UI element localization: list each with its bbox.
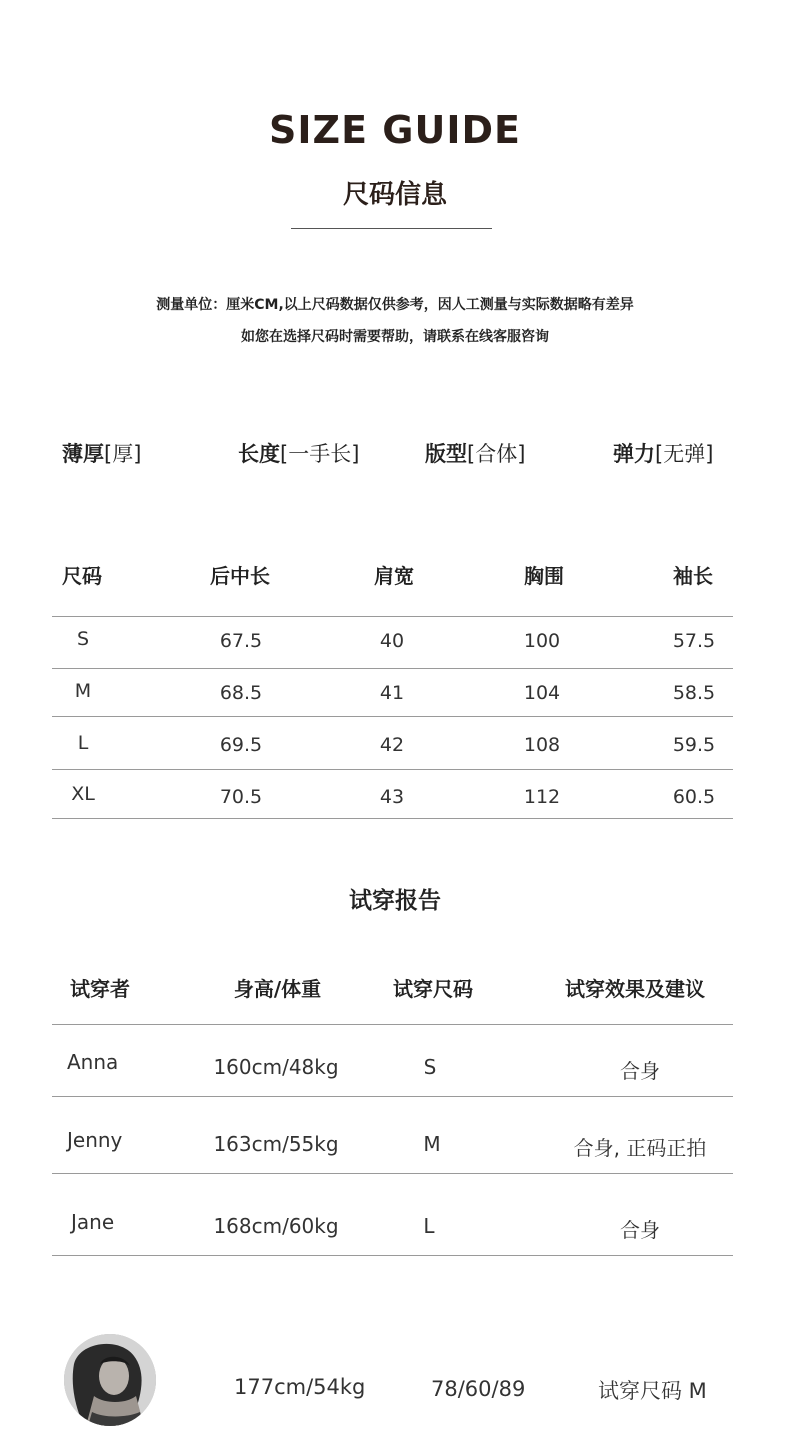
size-cell: 104 bbox=[523, 682, 561, 704]
attribute-label: 长度 bbox=[238, 442, 280, 466]
report-cell: 合身, 正码正拍 bbox=[573, 1136, 707, 1160]
table-divider bbox=[52, 668, 733, 669]
size-cell: 40 bbox=[379, 630, 405, 652]
report-header-size: 试穿尺码 bbox=[393, 977, 473, 1001]
size-cell: 43 bbox=[379, 786, 405, 808]
model-height-weight: 177cm/54kg bbox=[234, 1375, 366, 1399]
model-measurements: 78/60/89 bbox=[431, 1377, 526, 1401]
size-cell: 108 bbox=[523, 734, 561, 756]
attribute-value: [无弹] bbox=[655, 442, 714, 466]
table-divider bbox=[52, 1173, 733, 1174]
size-cell: 67.5 bbox=[219, 630, 263, 652]
page-subtitle: 尺码信息 bbox=[342, 180, 447, 210]
report-title: 试穿报告 bbox=[349, 888, 441, 914]
size-cell: 100 bbox=[523, 630, 561, 652]
attribute-label: 版型 bbox=[425, 442, 467, 466]
attribute-value: [一手长] bbox=[280, 442, 360, 466]
report-cell: 合身 bbox=[620, 1218, 660, 1242]
size-cell: 112 bbox=[523, 786, 561, 808]
report-cell: 合身 bbox=[620, 1059, 660, 1083]
attribute-elasticity bbox=[613, 438, 713, 468]
table-divider bbox=[52, 1255, 733, 1256]
table-divider bbox=[52, 818, 733, 819]
attribute-value: [厚] bbox=[104, 442, 142, 466]
measurement-note: 测量单位：厘米CM,以上尺码数据仅供参考，因人工测量与实际数据略有差异 bbox=[156, 297, 634, 313]
attribute-thickness bbox=[62, 438, 141, 468]
size-header-sleeve: 袖长 bbox=[673, 564, 713, 588]
attribute-length bbox=[238, 438, 359, 468]
size-header-chest: 胸围 bbox=[524, 564, 564, 588]
report-cell-name: Jenny bbox=[67, 1128, 123, 1152]
size-cell: M bbox=[74, 680, 92, 702]
help-note: 如您在选择尺码时需要帮助，请联系在线客服咨询 bbox=[241, 329, 549, 345]
size-cell: L bbox=[77, 732, 89, 754]
size-cell: 70.5 bbox=[219, 786, 263, 808]
report-cell: 160cm/48kg bbox=[213, 1055, 339, 1079]
report-cell: 163cm/55kg bbox=[213, 1132, 339, 1156]
report-cell: L bbox=[423, 1214, 435, 1238]
report-cell: 168cm/60kg bbox=[213, 1214, 339, 1238]
size-cell: 68.5 bbox=[219, 682, 263, 704]
report-cell-name: Anna bbox=[67, 1050, 119, 1074]
size-cell: 58.5 bbox=[672, 682, 716, 704]
size-cell: 59.5 bbox=[672, 734, 716, 756]
report-cell: S bbox=[423, 1055, 437, 1079]
report-header-height-weight: 身高/体重 bbox=[233, 977, 322, 1001]
attribute-label: 薄厚 bbox=[62, 442, 104, 466]
size-cell: 60.5 bbox=[672, 786, 716, 808]
table-divider bbox=[52, 1096, 733, 1097]
size-header-size: 尺码 bbox=[62, 564, 102, 588]
page-title: SIZE GUIDE bbox=[269, 108, 521, 152]
report-header-feedback: 试穿效果及建议 bbox=[565, 977, 705, 1001]
report-header-tester: 试穿者 bbox=[70, 977, 130, 1001]
attribute-value: [合体] bbox=[467, 442, 526, 466]
size-cell: S bbox=[76, 628, 90, 650]
table-divider bbox=[52, 716, 733, 717]
attribute-label: 弹力 bbox=[613, 442, 655, 466]
table-divider bbox=[52, 616, 733, 617]
size-cell: 57.5 bbox=[672, 630, 716, 652]
size-header-shoulder: 肩宽 bbox=[374, 564, 414, 588]
report-cell: M bbox=[423, 1132, 441, 1156]
size-cell: 41 bbox=[379, 682, 405, 704]
title-divider bbox=[291, 228, 492, 229]
table-divider bbox=[52, 1024, 733, 1025]
model-size: 试穿尺码 M bbox=[598, 1379, 707, 1403]
size-header-back-length: 后中长 bbox=[210, 564, 270, 588]
report-cell-name: Jane bbox=[71, 1210, 115, 1234]
size-cell: XL bbox=[71, 783, 95, 805]
model-photo-icon bbox=[64, 1334, 156, 1426]
table-divider bbox=[52, 769, 733, 770]
size-cell: 42 bbox=[379, 734, 405, 756]
size-cell: 69.5 bbox=[219, 734, 263, 756]
attribute-fit bbox=[425, 438, 525, 468]
model-avatar bbox=[64, 1334, 156, 1426]
